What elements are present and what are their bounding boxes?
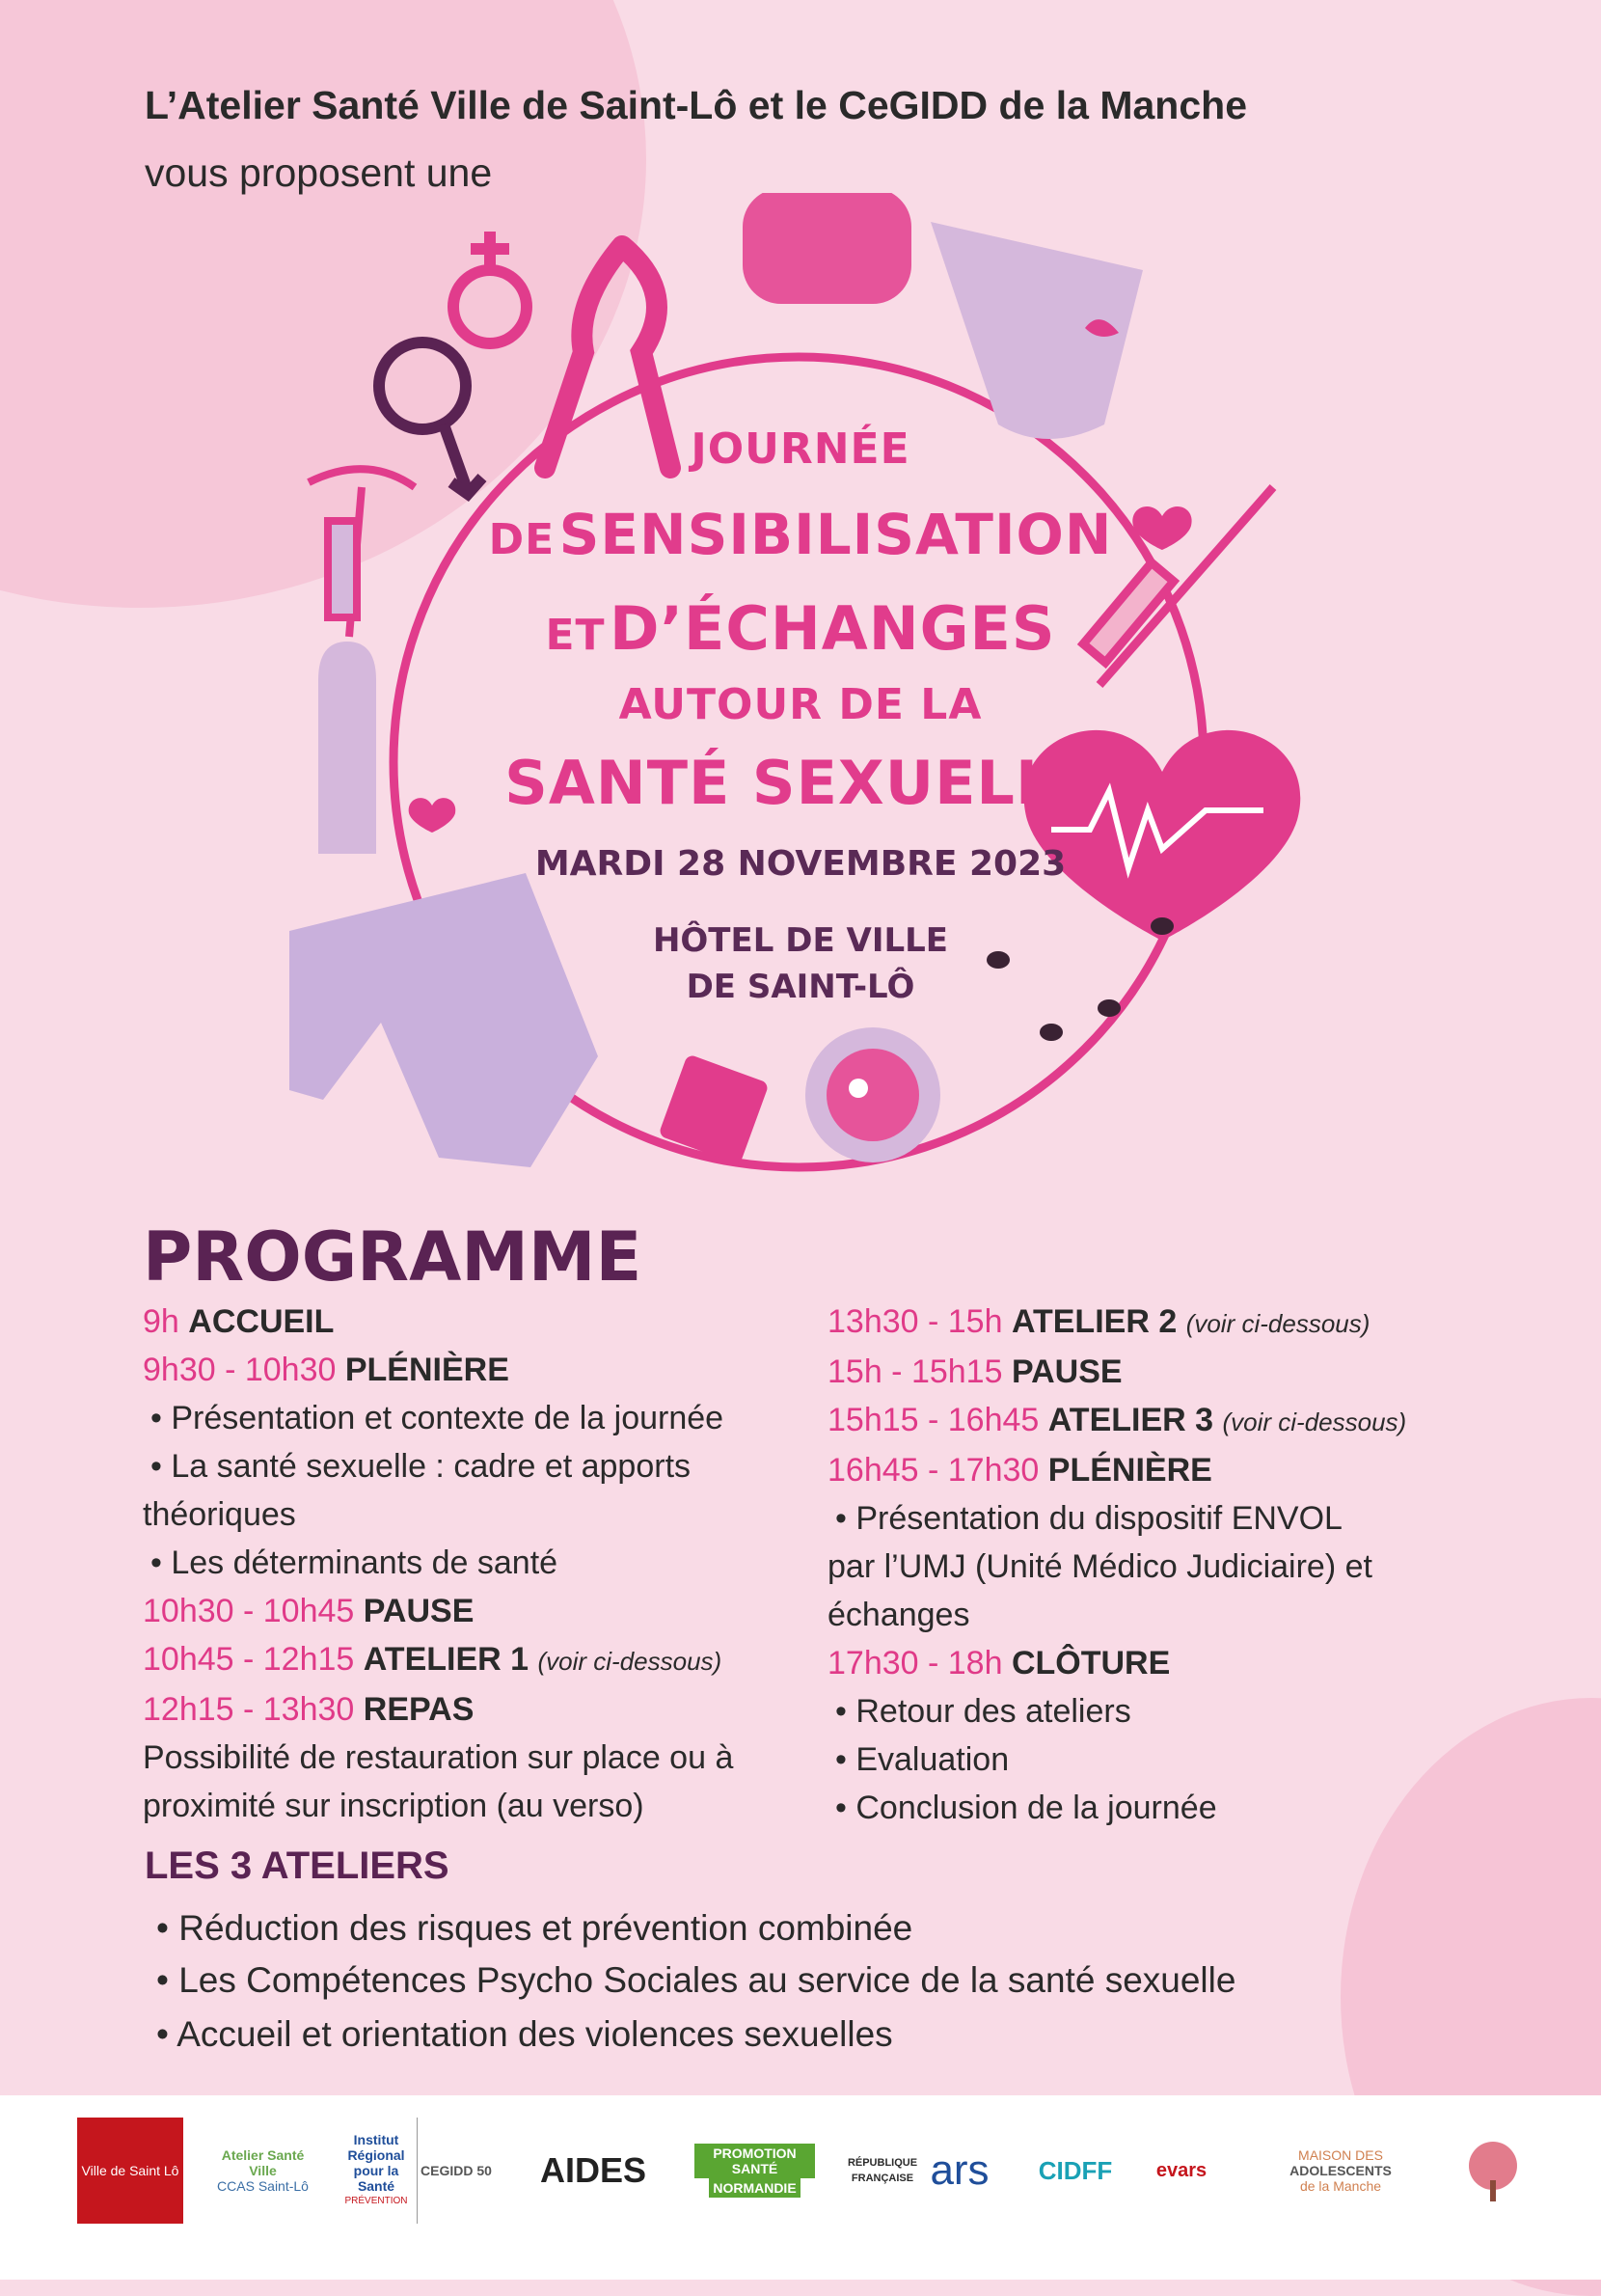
schedule-time: 9h bbox=[143, 1303, 179, 1340]
programme-right-column bbox=[828, 1298, 1406, 1832]
logo-cidff: CIDFF bbox=[1038, 2155, 1113, 2185]
title-line-4: AUTOUR DE LA bbox=[618, 680, 983, 729]
schedule-label: ACCUEIL bbox=[188, 1303, 335, 1340]
right-row bbox=[828, 1687, 1406, 1736]
tree-icon bbox=[1452, 2118, 1533, 2224]
logo-ars: ars bbox=[930, 2146, 990, 2194]
schedule-label: ATELIER 2 bbox=[1011, 1303, 1178, 1340]
schedule-time: 12h15 - 13h30 bbox=[143, 1691, 355, 1728]
schedule-label: ATELIER 1 bbox=[363, 1641, 529, 1678]
schedule-text: Possibilité de restauration sur place ou à bbox=[143, 1739, 734, 1776]
left-row bbox=[143, 1734, 733, 1782]
left-row bbox=[143, 1394, 733, 1442]
logo-evars: evars bbox=[1155, 2159, 1208, 2181]
logo-cegidd-50: CEGIDD 50 bbox=[417, 2118, 495, 2224]
programme-title: PROGRAMME bbox=[143, 1217, 642, 1297]
atelier-item-1: • Réduction des risques et prévention combinée bbox=[156, 1908, 913, 1948]
schedule-bullet: • Présentation du dispositif ENVOL bbox=[835, 1500, 1343, 1537]
right-row bbox=[828, 1736, 1406, 1784]
schedule-bullet: • Présentation et contexte de la journée bbox=[150, 1400, 724, 1436]
schedule-time: 10h30 - 10h45 bbox=[143, 1593, 355, 1629]
schedule-label: ATELIER 3 bbox=[1047, 1402, 1214, 1438]
left-row bbox=[143, 1346, 733, 1394]
logo-atelier-sante-ville: Atelier Santé Ville CCAS Saint-Lô bbox=[217, 2147, 309, 2194]
schedule-text: théoriques bbox=[143, 1496, 296, 1533]
schedule-text: proximité sur inscription (au verso) bbox=[143, 1788, 644, 1824]
right-row bbox=[828, 1396, 1406, 1446]
left-row bbox=[143, 1685, 733, 1734]
schedule-text: par l’UMJ (Unité Médico Judiciaire) et bbox=[828, 1548, 1372, 1585]
schedule-time: 17h30 - 18h bbox=[828, 1645, 1003, 1681]
schedule-time: 15h - 15h15 bbox=[828, 1353, 1003, 1390]
right-row bbox=[828, 1543, 1406, 1591]
schedule-time: 9h30 - 10h30 bbox=[143, 1352, 337, 1388]
pill-pack-icon bbox=[743, 193, 911, 304]
ovule-icon bbox=[805, 1027, 940, 1162]
schedule-label: PLÉNIÈRE bbox=[344, 1352, 509, 1388]
left-row bbox=[143, 1782, 733, 1830]
title-line-2-small: DE bbox=[488, 515, 556, 564]
schedule-time: 15h15 - 16h45 bbox=[828, 1402, 1040, 1438]
logo-institut-regional-sante: Institut Régional pour la Santé PRÉVENTION bbox=[344, 2132, 408, 2206]
atelier-item-3: • Accueil et orientation des violences sexuelles bbox=[156, 2014, 893, 2054]
logo-saint-lo: Ville de Saint Lô bbox=[77, 2118, 183, 2224]
intro-line-1: L’Atelier Santé Ville de Saint-Lô et le CeGIDD de la Manche bbox=[145, 83, 1247, 127]
logo-maison-des-adolescents: MAISON DES ADOLESCENTS de la Manche bbox=[1289, 2147, 1392, 2194]
logo-promotion-sante-normandie: PROMOTION SANTÉ NORMANDIE bbox=[694, 2118, 815, 2224]
schedule-label: PAUSE bbox=[363, 1593, 475, 1629]
left-row bbox=[143, 1298, 733, 1346]
event-place-2: DE SAINT-LÔ bbox=[686, 968, 915, 1006]
left-row bbox=[143, 1635, 733, 1685]
right-row bbox=[828, 1446, 1406, 1494]
schedule-time: 16h45 - 17h30 bbox=[828, 1452, 1040, 1489]
schedule-time: 13h30 - 15h bbox=[828, 1303, 1003, 1340]
title-line-3-big: D’ÉCHANGES bbox=[610, 593, 1056, 664]
underwear-icon bbox=[931, 222, 1143, 439]
right-row bbox=[828, 1591, 1406, 1639]
schedule-note: (voir ci-dessous) bbox=[537, 1647, 722, 1676]
event-date: MARDI 28 NOVEMBRE 2023 bbox=[534, 844, 1067, 884]
schedule-label: CLÔTURE bbox=[1011, 1645, 1171, 1681]
left-row bbox=[143, 1587, 733, 1635]
schedule-time: 10h45 - 12h15 bbox=[143, 1641, 355, 1678]
right-row bbox=[828, 1494, 1406, 1543]
iud-icon bbox=[309, 469, 415, 637]
schedule-bullet: • La santé sexuelle : cadre et apports bbox=[150, 1448, 692, 1485]
schedule-label: REPAS bbox=[363, 1691, 475, 1728]
right-row bbox=[828, 1784, 1406, 1832]
logo-aides: AIDES bbox=[539, 2150, 647, 2190]
intro-line-2: vous proposent une bbox=[145, 150, 493, 195]
schedule-bullet: • Retour des ateliers bbox=[835, 1693, 1131, 1730]
schedule-bullet: • Evaluation bbox=[835, 1741, 1010, 1778]
heart-small-icon-2 bbox=[409, 798, 456, 833]
title-line-3-small: ET bbox=[545, 611, 606, 660]
left-row bbox=[143, 1490, 733, 1539]
schedule-label: PLÉNIÈRE bbox=[1047, 1452, 1212, 1489]
boxers-icon bbox=[289, 873, 598, 1167]
ateliers-title: LES 3 ATELIERS bbox=[145, 1845, 449, 1887]
left-row bbox=[143, 1442, 733, 1490]
logo-republique-francaise: RÉPUBLIQUE FRANÇAISE bbox=[847, 2157, 918, 2184]
left-row bbox=[143, 1539, 733, 1587]
schedule-bullet: • Les déterminants de santé bbox=[150, 1544, 558, 1581]
event-place-1: HÔTEL DE VILLE bbox=[652, 921, 949, 960]
schedule-note: (voir ci-dessous) bbox=[1185, 1309, 1370, 1338]
schedule-note: (voir ci-dessous) bbox=[1222, 1408, 1407, 1436]
atelier-item-2: • Les Compétences Psycho Sociales au service de la santé sexuelle bbox=[156, 1960, 1236, 2000]
right-row bbox=[828, 1298, 1406, 1348]
title-line-2-big: SENSIBILISATION bbox=[558, 502, 1113, 567]
schedule-bullet: • Conclusion de la journée bbox=[835, 1790, 1217, 1826]
title-line-5: SANTÉ SEXUELLE bbox=[504, 748, 1097, 818]
right-row bbox=[828, 1348, 1406, 1396]
programme-left-column bbox=[143, 1298, 733, 1830]
schedule-label: PAUSE bbox=[1011, 1353, 1123, 1390]
schedule-text: échanges bbox=[828, 1597, 970, 1633]
condom-icon bbox=[318, 642, 376, 854]
title-line-1: JOURNÉE bbox=[691, 424, 910, 474]
right-row bbox=[828, 1639, 1406, 1687]
